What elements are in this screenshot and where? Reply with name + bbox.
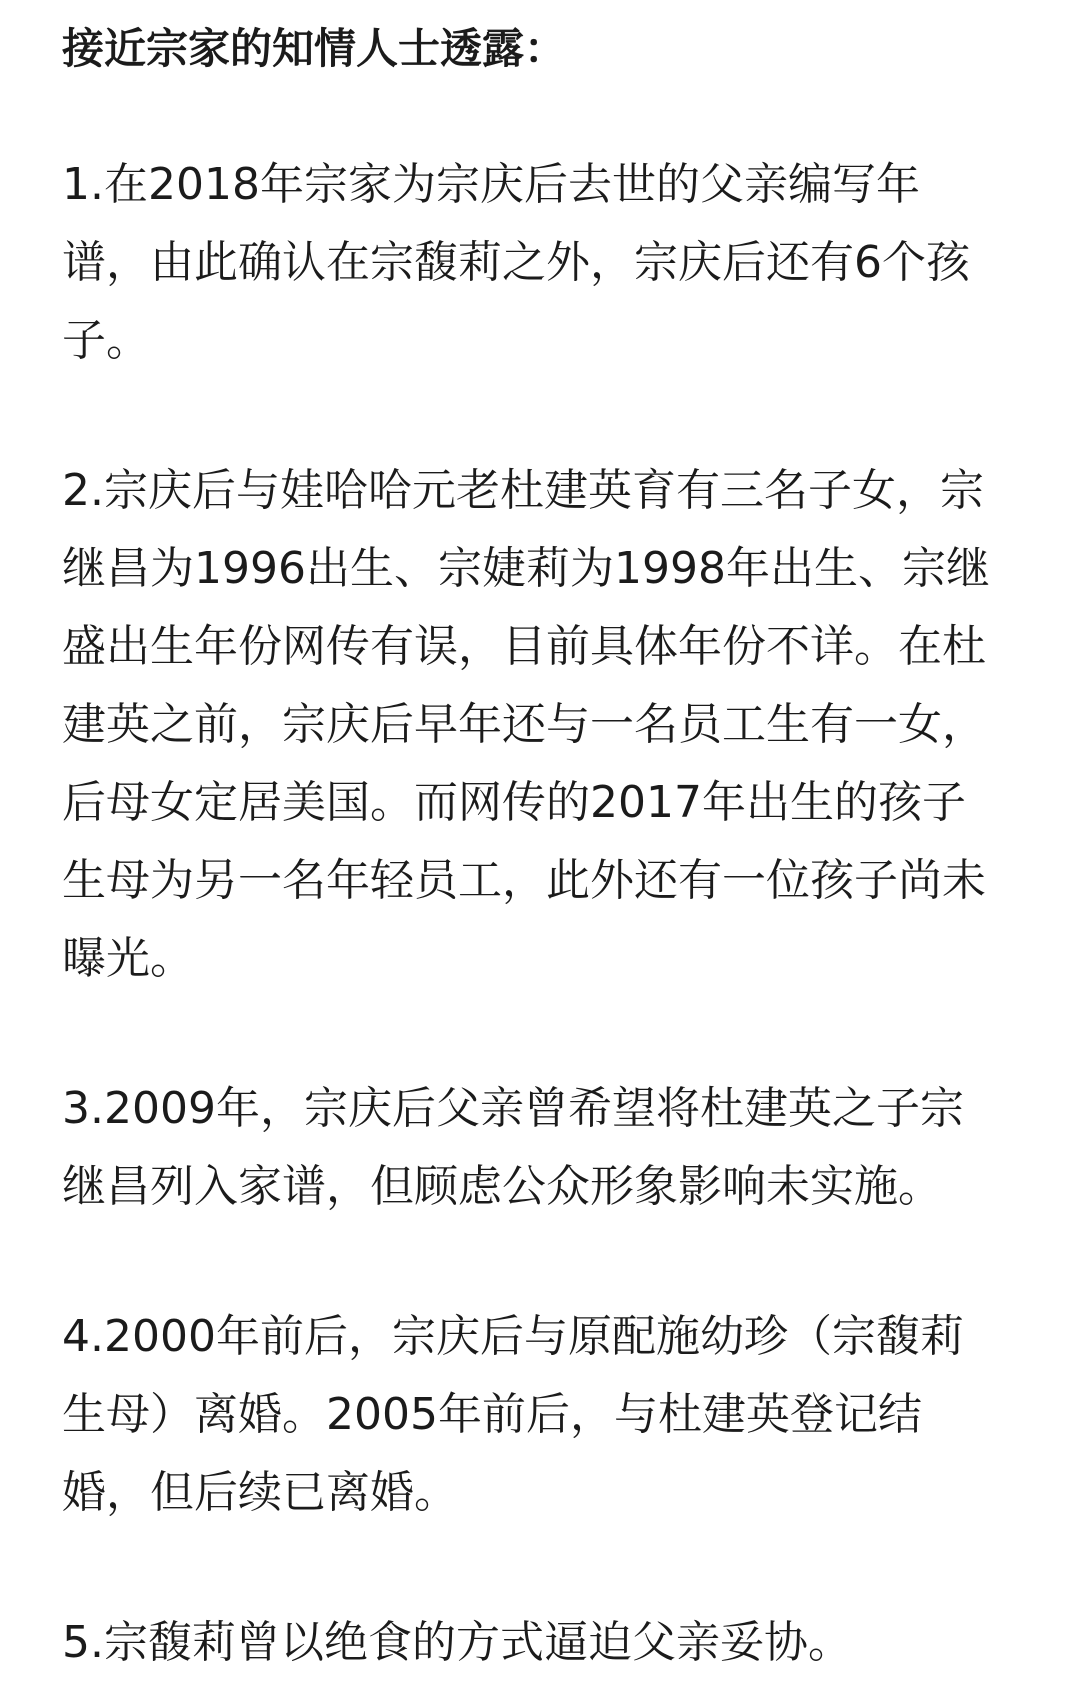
list-item-line: 继昌为1996出生、宗婕莉为1998年出生、宗继 bbox=[62, 543, 990, 594]
list-item-line: 建英之前，宗庆后早年还与一名员工生有一女， bbox=[62, 699, 986, 750]
article bbox=[62, 20, 1032, 1682]
list-item-2 bbox=[62, 452, 1032, 998]
list-item-line: 曝光。 bbox=[62, 933, 194, 984]
list-item-5 bbox=[62, 1604, 1032, 1682]
list-item-4 bbox=[62, 1298, 1032, 1532]
article-heading: 接近宗家的知情人士透露： bbox=[62, 24, 567, 73]
list-item-line: 婚，但后续已离婚。 bbox=[62, 1467, 458, 1518]
list-item-line: 继昌列入家谱，但顾虑公众形象影响未实施。 bbox=[62, 1161, 942, 1212]
list-item-line: 4.2000年前后，宗庆后与原配施幼珍（宗馥莉 bbox=[62, 1311, 964, 1362]
list-item-3 bbox=[62, 1070, 1032, 1226]
list-item-line: 后母女定居美国。而网传的2017年出生的孩子 bbox=[62, 777, 966, 828]
list-item-line: 2.宗庆后与娃哈哈元老杜建英育有三名子女，宗 bbox=[62, 465, 984, 516]
list-item-1 bbox=[62, 146, 1032, 380]
list-item-line: 盛出生年份网传有误，目前具体年份不详。在杜 bbox=[62, 621, 986, 672]
list-item-line: 生母为另一名年轻员工，此外还有一位孩子尚未 bbox=[62, 855, 986, 906]
list-item-line: 子。 bbox=[62, 315, 150, 366]
spacer bbox=[62, 78, 1032, 146]
list-item-line: 生母）离婚。2005年前后，与杜建英登记结 bbox=[62, 1389, 922, 1440]
spacer bbox=[62, 1226, 1032, 1298]
list-item-line: 1.在2018年宗家为宗庆后去世的父亲编写年 bbox=[62, 159, 920, 210]
spacer bbox=[62, 1532, 1032, 1604]
list-item-line: 5.宗馥莉曾以绝食的方式逼迫父亲妥协。 bbox=[62, 1617, 852, 1668]
list-item-line: 3.2009年，宗庆后父亲曾希望将杜建英之子宗 bbox=[62, 1083, 964, 1134]
spacer bbox=[62, 380, 1032, 452]
spacer bbox=[62, 998, 1032, 1070]
list-item-line: 谱，由此确认在宗馥莉之外，宗庆后还有6个孩 bbox=[62, 237, 970, 288]
